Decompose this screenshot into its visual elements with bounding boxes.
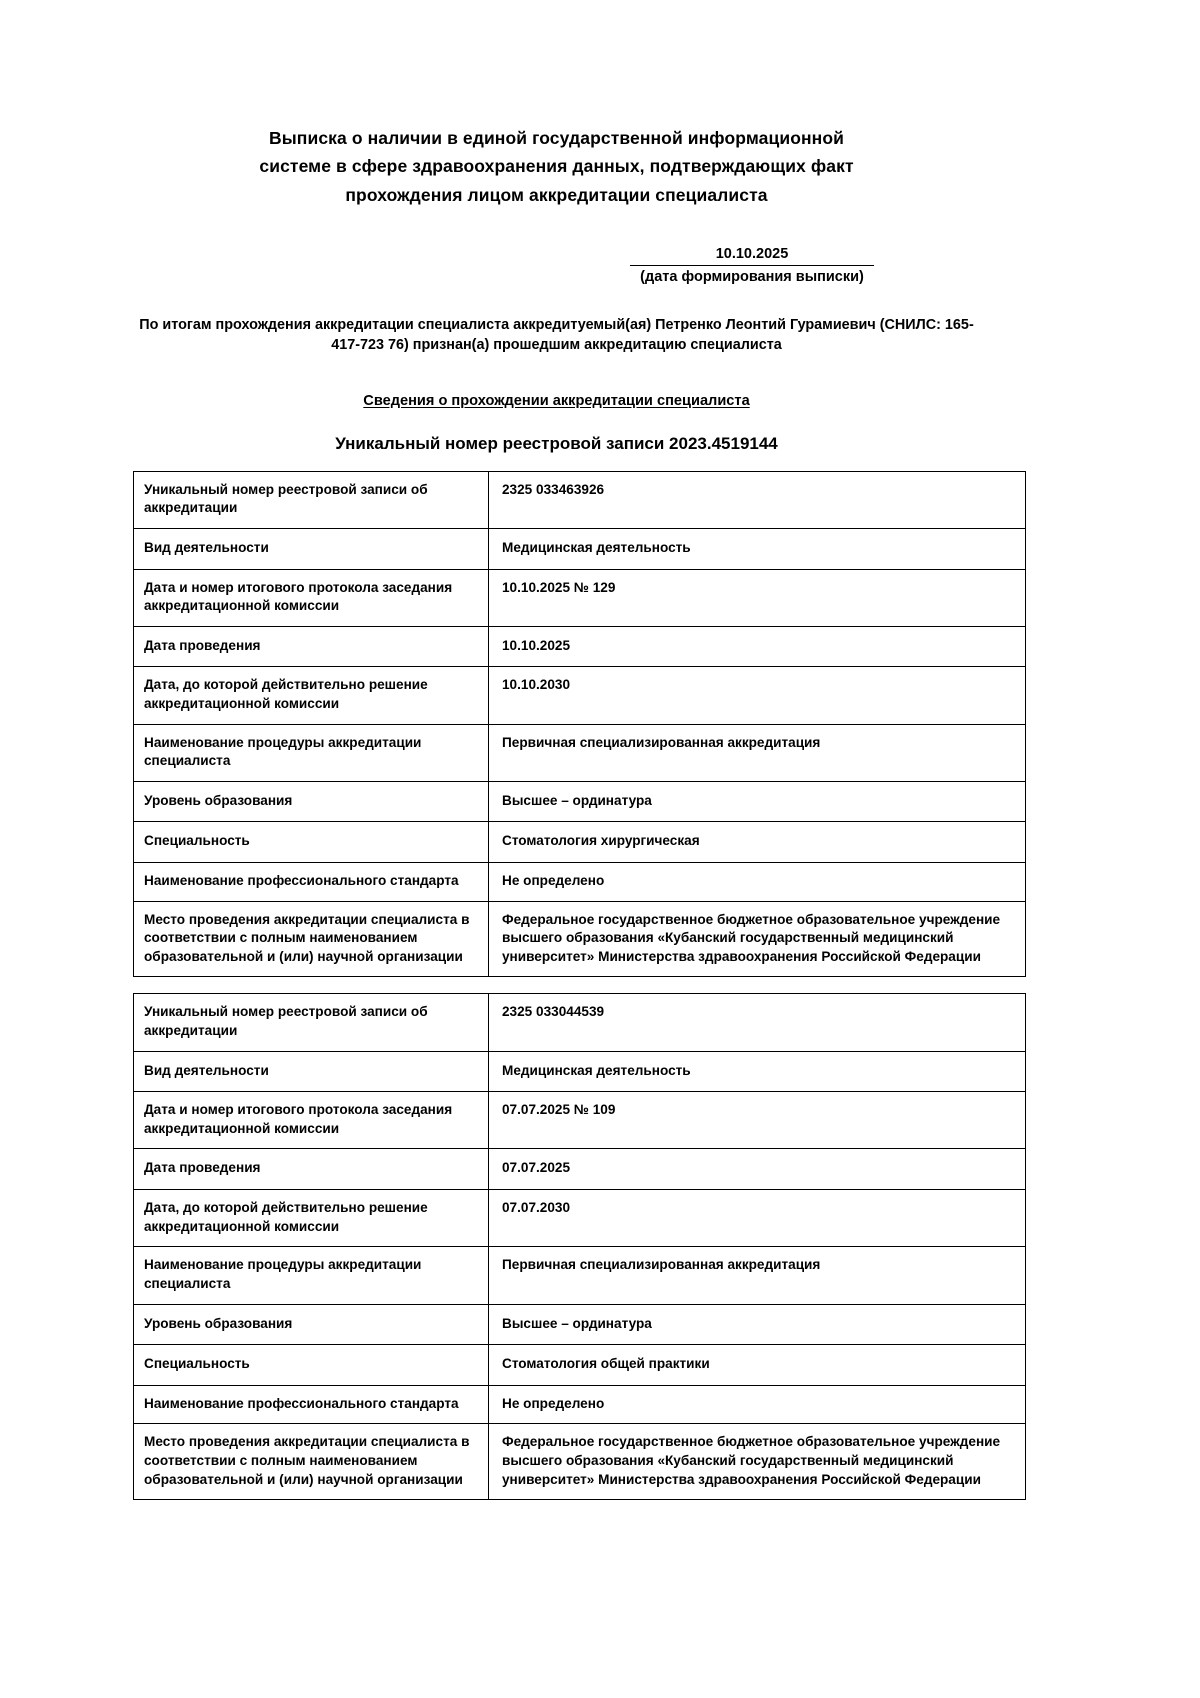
section-heading <box>133 392 980 411</box>
row-label-protocol: Дата и номер итогового протокола заседания аккредитационной комиссии <box>134 569 489 626</box>
table-row <box>134 781 1026 822</box>
table-row <box>134 724 1026 781</box>
row-value-activity-type: Медицинская деятельность <box>489 1051 1026 1092</box>
row-label-registry-number: Уникальный номер реестровой записи об аккредитации <box>134 471 489 528</box>
row-label-procedure-name: Наименование процедуры аккредитации специалиста <box>134 1247 489 1304</box>
table-row <box>134 528 1026 569</box>
row-value-date-held: 10.10.2025 <box>489 626 1026 667</box>
row-value-valid-until: 07.07.2030 <box>489 1190 1026 1247</box>
row-label-registry-number: Уникальный номер реестровой записи об аккредитации <box>134 994 489 1051</box>
row-label-date-held: Дата проведения <box>134 1149 489 1190</box>
row-value-prof-standard: Не определено <box>489 863 1026 902</box>
row-label-valid-until: Дата, до которой действительно решение аккредитационной комиссии <box>134 1190 489 1247</box>
row-value-specialty: Стоматология общей практики <box>489 1345 1026 1386</box>
row-label-specialty: Специальность <box>134 1345 489 1386</box>
row-label-education-level: Уровень образования <box>134 781 489 822</box>
table-row <box>134 569 1026 626</box>
row-label-date-held: Дата проведения <box>134 626 489 667</box>
table-row <box>134 994 1026 1051</box>
table-row <box>134 1247 1026 1304</box>
row-label-procedure-name: Наименование процедуры аккредитации специалиста <box>134 724 489 781</box>
row-label-place: Место проведения аккредитации специалиста в соответствии с полным наименованием образовательной и (или) научной организации <box>134 1424 489 1500</box>
row-label-protocol: Дата и номер итогового протокола заседания аккредитационной комиссии <box>134 1092 489 1149</box>
row-label-specialty: Специальность <box>134 822 489 863</box>
document-title-line-1: Выписка о наличии в единой государственной информационной <box>269 128 844 148</box>
table-row <box>134 471 1026 528</box>
table-row <box>134 626 1026 667</box>
row-value-procedure-name: Первичная специализированная аккредитация <box>489 1247 1026 1304</box>
intro-paragraph: По итогам прохождения аккредитации специалиста аккредитуемый(ая) Петренко Леонтий Гурамиевич (СНИЛС: 165-417-723 76) признан(а) прошедшим аккредитацию специалиста <box>139 316 974 354</box>
table-row <box>134 1149 1026 1190</box>
table-row <box>134 863 1026 902</box>
row-label-prof-standard: Наименование профессионального стандарта <box>134 1385 489 1424</box>
row-value-place: Федеральное государственное бюджетное образовательное учреждение высшего образования «Кубанский государственный медицинский университет» Министерства здравоохранения Российской Федерации <box>489 901 1026 977</box>
formation-date-value: 10.10.2025 <box>630 245 874 266</box>
row-value-registry-number: 2325 033463926 <box>489 471 1026 528</box>
row-value-education-level: Высшее – ординатура <box>489 781 1026 822</box>
row-value-protocol: 10.10.2025 № 129 <box>489 569 1026 626</box>
table-row <box>134 822 1026 863</box>
row-value-education-level: Высшее – ординатура <box>489 1304 1026 1345</box>
section-heading-text: Сведения о прохождении аккредитации специалиста <box>363 392 750 409</box>
row-label-place: Место проведения аккредитации специалиста в соответствии с полным наименованием образовательной и (или) научной организации <box>134 901 489 977</box>
row-value-registry-number: 2325 033044539 <box>489 994 1026 1051</box>
row-value-procedure-name: Первичная специализированная аккредитация <box>489 724 1026 781</box>
document-title-line-3: прохождения лицом аккредитации специалиста <box>345 184 768 205</box>
row-label-activity-type: Вид деятельности <box>134 1051 489 1092</box>
row-value-specialty: Стоматология хирургическая <box>489 822 1026 863</box>
accreditation-record-table-2 <box>133 993 1026 1500</box>
table-row <box>134 667 1026 724</box>
row-label-activity-type: Вид деятельности <box>134 528 489 569</box>
row-label-education-level: Уровень образования <box>134 1304 489 1345</box>
row-value-valid-until: 10.10.2030 <box>489 667 1026 724</box>
table-row <box>134 1345 1026 1386</box>
accreditation-record-table-1 <box>133 471 1026 978</box>
record-heading: Уникальный номер реестровой записи 2023.4519144 <box>335 433 778 453</box>
table-row <box>134 1051 1026 1092</box>
row-label-valid-until: Дата, до которой действительно решение аккредитационной комиссии <box>134 667 489 724</box>
row-value-activity-type: Медицинская деятельность <box>489 528 1026 569</box>
row-value-date-held: 07.07.2025 <box>489 1149 1026 1190</box>
table-row <box>134 901 1026 977</box>
table-row <box>134 1304 1026 1345</box>
document-title <box>133 124 980 209</box>
row-label-prof-standard: Наименование профессионального стандарта <box>134 863 489 902</box>
row-value-prof-standard: Не определено <box>489 1385 1026 1424</box>
document-content <box>133 0 1001 1500</box>
table-row <box>134 1385 1026 1424</box>
table-row <box>134 1424 1026 1500</box>
table-row <box>134 1190 1026 1247</box>
row-value-protocol: 07.07.2025 № 109 <box>489 1092 1026 1149</box>
document-title-line-2: системе в сфере здравоохранения данных, подтверждающих факт <box>259 156 854 177</box>
table-row <box>134 1092 1026 1149</box>
formation-date-caption: (дата формирования выписки) <box>640 269 864 286</box>
formation-date-block <box>133 245 980 288</box>
formation-date-inner <box>630 245 874 288</box>
row-value-place: Федеральное государственное бюджетное образовательное учреждение высшего образования «Кубанский государственный медицинский университет» Министерства здравоохранения Российской Федерации <box>489 1424 1026 1500</box>
